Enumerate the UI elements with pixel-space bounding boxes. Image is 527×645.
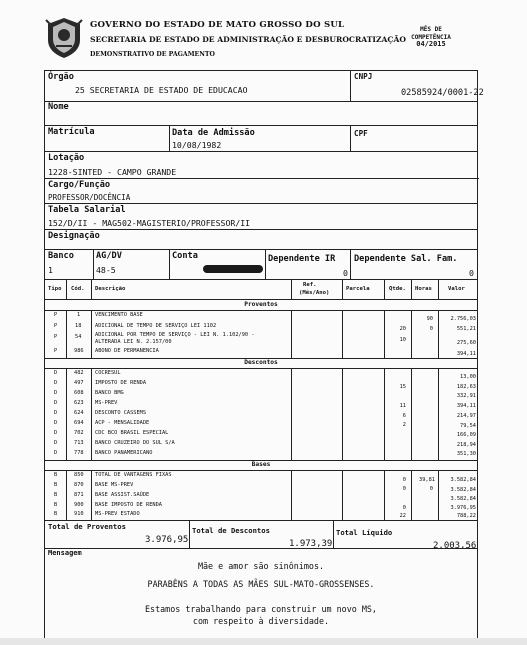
- cell-qtde: 15: [399, 384, 406, 390]
- cell-valor: 3.582,84: [450, 496, 476, 502]
- cell-horas: 39,81: [419, 477, 435, 483]
- cell-tipo: D: [54, 380, 58, 386]
- cell-valor: 218,94: [456, 442, 476, 448]
- competence-label-2: COMPETÊNCIA: [411, 33, 451, 41]
- cell-desc: CDC BCO BRASIL ESPECIAL: [95, 430, 169, 436]
- cell-desc: COCRESUL: [95, 370, 121, 376]
- cell-desc: BANCO PANAMERICANO: [95, 450, 153, 456]
- bottom-strip: [0, 638, 527, 645]
- mensagem-label: Mensagem: [48, 549, 82, 557]
- cell-valor: 394,11: [456, 351, 476, 357]
- government-title: GOVERNO DO ESTADO DE MATO GROSSO DO SUL: [90, 20, 345, 30]
- document-title: DEMONSTRATIVO DE PAGAMENTO: [90, 51, 215, 58]
- cell-desc: MS-PREV: [95, 400, 118, 406]
- cell-cod: 497: [74, 380, 84, 386]
- cell-desc: BASE IMPOSTO DE RENDA: [95, 502, 162, 508]
- cell-desc: BASE ASSIST.SAÚDE: [95, 492, 150, 498]
- total-descontos-label: Total de Descontos: [192, 526, 270, 535]
- cell-tipo: D: [54, 390, 58, 396]
- message-line-1: Mãe e amor são sinônimos.: [197, 561, 325, 571]
- cell-tipo: P: [54, 323, 58, 329]
- cell-cod: 694: [74, 420, 84, 426]
- cell-valor: 3.582,84: [450, 477, 476, 483]
- cell-cod: 900: [74, 502, 84, 508]
- cell-tipo: B: [54, 511, 58, 517]
- header: [44, 14, 484, 64]
- cell-tipo: D: [54, 430, 58, 436]
- cell-desc: IMPOSTO DE RENDA: [95, 380, 147, 386]
- cell-desc: ACP - MENSALIDADE: [95, 420, 150, 426]
- cell-tipo: P: [54, 348, 58, 354]
- cell-valor: 394,11: [456, 403, 476, 409]
- cell-desc: DESCONTO CASSEMS: [95, 410, 147, 416]
- cell-qtde: 0: [402, 477, 406, 483]
- col-parcela: Parcela: [346, 286, 370, 292]
- cpf-label: CPF: [354, 129, 368, 138]
- matricula-label: Matrícula: [48, 127, 95, 137]
- col-desc: Descrição: [95, 286, 126, 292]
- cell-cod: 871: [74, 492, 84, 498]
- cell-desc: VENCIMENTO BASE: [95, 312, 143, 318]
- cell-cod: 850: [74, 472, 84, 478]
- cell-tipo: B: [54, 472, 58, 478]
- cell-cod: 624: [74, 410, 84, 416]
- cell-cod: 713: [74, 440, 84, 446]
- cell-qtde: 0: [402, 505, 406, 511]
- cell-qtde: 10: [399, 337, 406, 343]
- cell-desc: TOTAL DE VANTAGENS FIXAS: [95, 472, 172, 478]
- dependente-ir-value: 0: [343, 268, 348, 278]
- state-coat-of-arms-icon: [44, 16, 84, 60]
- designacao-label: Designação: [48, 231, 100, 241]
- cell-desc: ADICIONAL POR TEMPO DE SERVIÇO - LEI N. 1.102/90 -: [95, 332, 255, 338]
- col-cod: Cód.: [71, 286, 85, 292]
- cell-tipo: D: [54, 450, 58, 456]
- admissao-value: 10/08/1982: [172, 140, 222, 150]
- col-horas: Horas: [415, 286, 432, 292]
- cell-cod: 986: [74, 348, 84, 354]
- cell-tipo: D: [54, 410, 58, 416]
- cell-desc-cont: ALTERADA LEI N. 2.157/00: [95, 339, 172, 345]
- cell-tipo: D: [54, 420, 58, 426]
- cell-desc: BANCO BMG: [95, 390, 124, 396]
- tabela-label: Tabela Salarial: [48, 205, 126, 215]
- cell-desc: BASE MS-PREV: [95, 482, 134, 488]
- section-bases: Bases: [251, 461, 271, 468]
- cell-cod: 870: [74, 482, 84, 488]
- cell-qtde: 0: [402, 486, 406, 492]
- cell-cod: 778: [74, 450, 84, 456]
- admissao-label: Data de Admissão: [172, 128, 255, 138]
- cell-valor: 275,60: [456, 340, 476, 346]
- cell-tipo: D: [54, 370, 58, 376]
- cargo-label: Cargo/Função: [48, 180, 111, 190]
- dependente-ir-label: Dependente IR: [268, 254, 336, 264]
- message-line-2: PARABÊNS A TODAS AS MÃES SUL-MATO-GROSSENSES.: [147, 579, 375, 589]
- cell-valor: 351,30: [456, 451, 476, 457]
- cell-valor: 3.582,84: [450, 487, 476, 493]
- total-descontos-value: 1.973,39: [289, 539, 333, 549]
- cell-qtde: 20: [399, 326, 406, 332]
- cell-cod: 54: [75, 334, 82, 340]
- section-proventos: Proventos: [244, 301, 278, 308]
- cell-tipo: D: [54, 440, 58, 446]
- cell-tipo: D: [54, 400, 58, 406]
- agdv-label: AG/DV: [96, 251, 122, 261]
- message-line-4: com respeito à diversidade.: [192, 616, 330, 626]
- cell-qtde: 11: [399, 403, 406, 409]
- col-tipo: Tipo: [48, 286, 62, 292]
- cell-valor: 3.976,95: [450, 505, 476, 511]
- cell-qtde: 2: [402, 422, 406, 428]
- cell-desc: ADICIONAL DE TEMPO DE SERVIÇO LEI 1102: [95, 323, 217, 329]
- cell-qtde: 6: [402, 413, 406, 419]
- lotacao-value: 1228-SINTED - CAMPO GRANDE: [48, 167, 177, 177]
- orgao-value: 25 SECRETARIA DE ESTADO DE EDUCACAO: [75, 85, 248, 95]
- col-valor: Valor: [448, 286, 465, 292]
- cell-cod: 482: [74, 370, 84, 376]
- lotacao-label: Lotação: [48, 153, 85, 163]
- cell-tipo: B: [54, 482, 58, 488]
- cell-tipo: P: [54, 334, 58, 340]
- col-ref: Ref.: [303, 282, 317, 288]
- cell-cod: 910: [74, 511, 84, 517]
- total-proventos-value: 3.976,95: [145, 535, 189, 545]
- agdv-value: 48-5: [96, 265, 116, 275]
- cell-tipo: B: [54, 492, 58, 498]
- cargo-value: PROFESSOR/DOCÊNCIA: [48, 193, 131, 202]
- cell-qtde: 22: [399, 513, 406, 519]
- cell-valor: 788,22: [456, 513, 476, 519]
- secretariat-title: SECRETARIA DE ESTADO DE ADMINISTRAÇÃO E DESBUROCRATIZAÇÃO: [90, 35, 406, 44]
- orgao-label: Órgão: [48, 72, 74, 82]
- cnpj-label: CNPJ: [354, 72, 373, 81]
- total-liquido-value: 2.003,56: [433, 541, 477, 551]
- cell-horas: 90: [426, 316, 433, 322]
- conta-label: Conta: [172, 251, 198, 261]
- dependente-sal-value: 0: [469, 268, 474, 278]
- cell-tipo: B: [54, 502, 58, 508]
- cell-valor: 13,00: [460, 374, 476, 380]
- cell-desc: ABONO DE PERMANENCIA: [95, 348, 159, 354]
- cell-tipo: P: [54, 312, 58, 318]
- competence-label-1: MÊS DE: [420, 26, 442, 33]
- cell-desc: BANCO CRUZEIRO DO SUL S/A: [95, 440, 175, 446]
- total-proventos-label: Total de Proventos: [48, 522, 126, 531]
- section-descontos: Descontos: [244, 359, 278, 366]
- banco-value: 1: [48, 265, 53, 275]
- cell-valor: 2.756,03: [450, 316, 476, 322]
- banco-label: Banco: [48, 251, 74, 261]
- cell-horas: 0: [429, 486, 433, 492]
- cell-horas: 0: [429, 326, 433, 332]
- cell-desc: MS-PREV ESTADO: [95, 511, 140, 517]
- total-liquido-label: Total Líquido: [336, 528, 393, 537]
- col-ref-mes: (Mês/Ano): [299, 290, 330, 296]
- col-qtde: Qtde.: [389, 286, 406, 292]
- dependente-sal-label: Dependente Sal. Fam.: [354, 254, 458, 264]
- payslip-form: [44, 70, 484, 642]
- cell-valor: 79,54: [460, 423, 476, 429]
- cell-cod: 1: [77, 312, 81, 318]
- competence-value: 04/2015: [416, 40, 446, 48]
- tabela-value: 152/D/II - MAG502-MAGISTERIO/PROFESSOR/II: [48, 218, 251, 228]
- cell-valor: 214,97: [456, 413, 476, 419]
- cell-valor: 166,09: [456, 432, 476, 438]
- cell-cod: 623: [74, 400, 84, 406]
- message-line-3: Estamos trabalhando para construir um novo MS,: [145, 604, 377, 614]
- redacted-account: [203, 265, 263, 273]
- cell-cod: 18: [75, 323, 82, 329]
- nome-label: Nome: [48, 102, 69, 112]
- cnpj-value: 02585924/0001-22: [401, 88, 484, 98]
- competence-block: [396, 26, 466, 49]
- cell-valor: 332,91: [456, 393, 476, 399]
- cell-cod: 702: [74, 430, 84, 436]
- cell-valor: 551,21: [456, 326, 476, 332]
- cell-cod: 608: [74, 390, 84, 396]
- cell-valor: 182,63: [456, 384, 476, 390]
